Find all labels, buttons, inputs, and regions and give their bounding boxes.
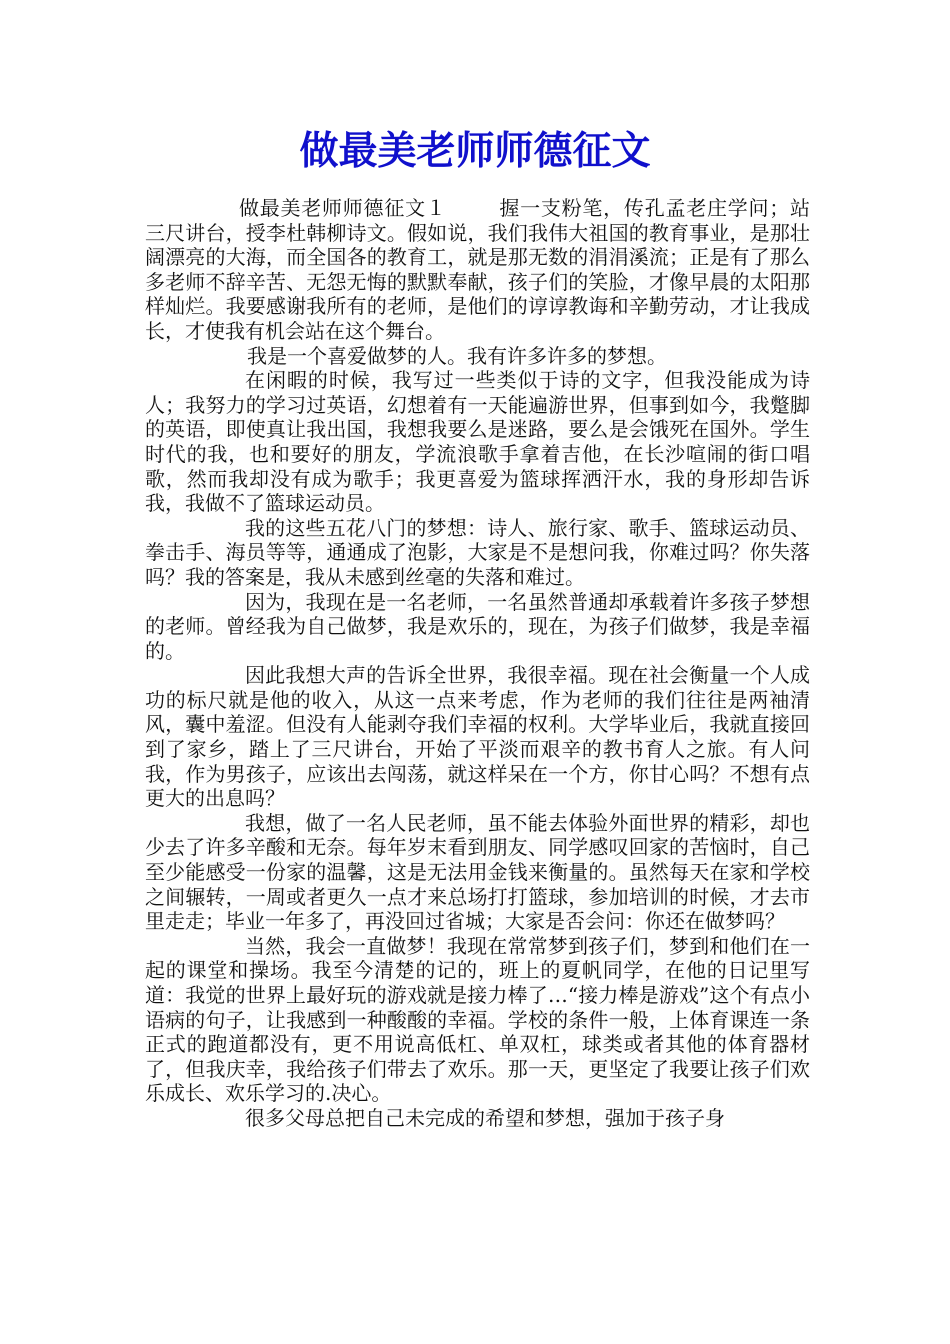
paragraph-5: 因为，我现在是一名老师，一名虽然普通却承载着许多孩子梦想的老师。曾经我为自己做梦，我是欢乐的，现在，为孩子们做梦，我是幸福的。 [145, 589, 810, 663]
paragraph-1 [145, 196, 810, 344]
paragraph-6: 因此我想大声的告诉全世界，我很幸福。现在社会衡量一个人成功的标尺就是他的收入，从这一点来考虑，作为老师的我们往往是两袖清风，囊中羞涩。但没有人能剥夺我们幸福的权利。大学毕业后，我就直接回到了家乡，踏上了三尺讲台，开始了平淡而艰辛的教书育人之旅。有人问我，作为男孩子，应该出去闯荡，就这样呆在一个方，你甘心吗？不想有点更大的出息吗？ [145, 663, 810, 811]
paragraph-8: 当然，我会一直做梦！我现在常常梦到孩子们，梦到和他们在一起的课堂和操场。我至今清楚的记的，班上的夏帆同学，在他的日记里写道：我觉的世界上最好玩的游戏就是接力棒了…“接力棒是游戏”这个有点小语病的句子，让我感到一种酸酸的幸福。学校的条件一般，上体育课连一条正式的跑道都没有，更不用说高低杠、单双杠，球类或者其他的体育器材了，但我庆幸，我给孩子们带去了欢乐。那一天，更坚定了我要让孩子们欢乐成长、欢乐学习的.决心。 [145, 933, 810, 1106]
document-title: 做最美老师师德征文 [299, 128, 651, 174]
paragraph-1-text: 握一支粉笔，传孔孟老庄学问；站三尺讲台，授李杜韩柳诗文。假如说，我们我伟大祖国的教育事业，是那壮阔漂亮的大海，而全国各的教育工，就是那无数的涓涓溪流；正是有了那么多老师不辞辛苦、无怨无悔的默默奉献，孩子们的笑脸，才像早晨的太阳那样灿烂。我要感谢我所有的老师，是他们的谆谆教诲和辛勤劳动，才让我成长，才使我有机会站在这个舞台。 [145, 196, 811, 343]
paragraph-9: 很多父母总把自己未完成的希望和梦想，强加于孩子身 [245, 1105, 725, 1130]
paragraph-2: 我是一个喜爱做梦的人。我有许多许多的梦想。 [247, 343, 667, 368]
paragraph-4: 我的这些五花八门的梦想：诗人、旅行家、歌手、篮球运动员、拳击手、海员等等，通通成了泡影，大家是不是想问我，你难过吗？你失落吗？我的答案是，我从未感到丝毫的失落和难过。 [145, 515, 810, 589]
paragraph-7: 我想，做了一名人民老师，虽不能去体验外面世界的精彩，却也少去了许多辛酸和无奈。每年岁末看到朋友、同学感叹回家的苦恼时，自己至少能感受一份家的温馨，这是无法用金钱来衡量的。虽然每天在家和学校之间辗转，一周或者更久一点才来总场打打篮球，参加培训的时候，才去市里走走；毕业一年多了，再没回过省城；大家是否会问：你还在做梦吗？ [145, 810, 810, 934]
intro-label: 做最美老师师德征文１ [239, 196, 447, 220]
document-body [145, 196, 810, 1131]
paragraph-3: 在闲暇的时候，我写过一些类似于诗的文字，但我没能成为诗人；我努力的学习过英语，幻想着有一天能遍游世界，但事到如今，我蹩脚的英语，即使真让我出国，我想我要么是迷路，要么是会饿死在国外。学生时代的我，也和要好的朋友，学流浪歌手拿着吉他，在长沙喧闹的街口唱歌，然而我却没有成为歌手；我更喜爱为篮球挥洒汗水，我的身形却告诉我，我做不了篮球运动员。 [145, 368, 810, 516]
